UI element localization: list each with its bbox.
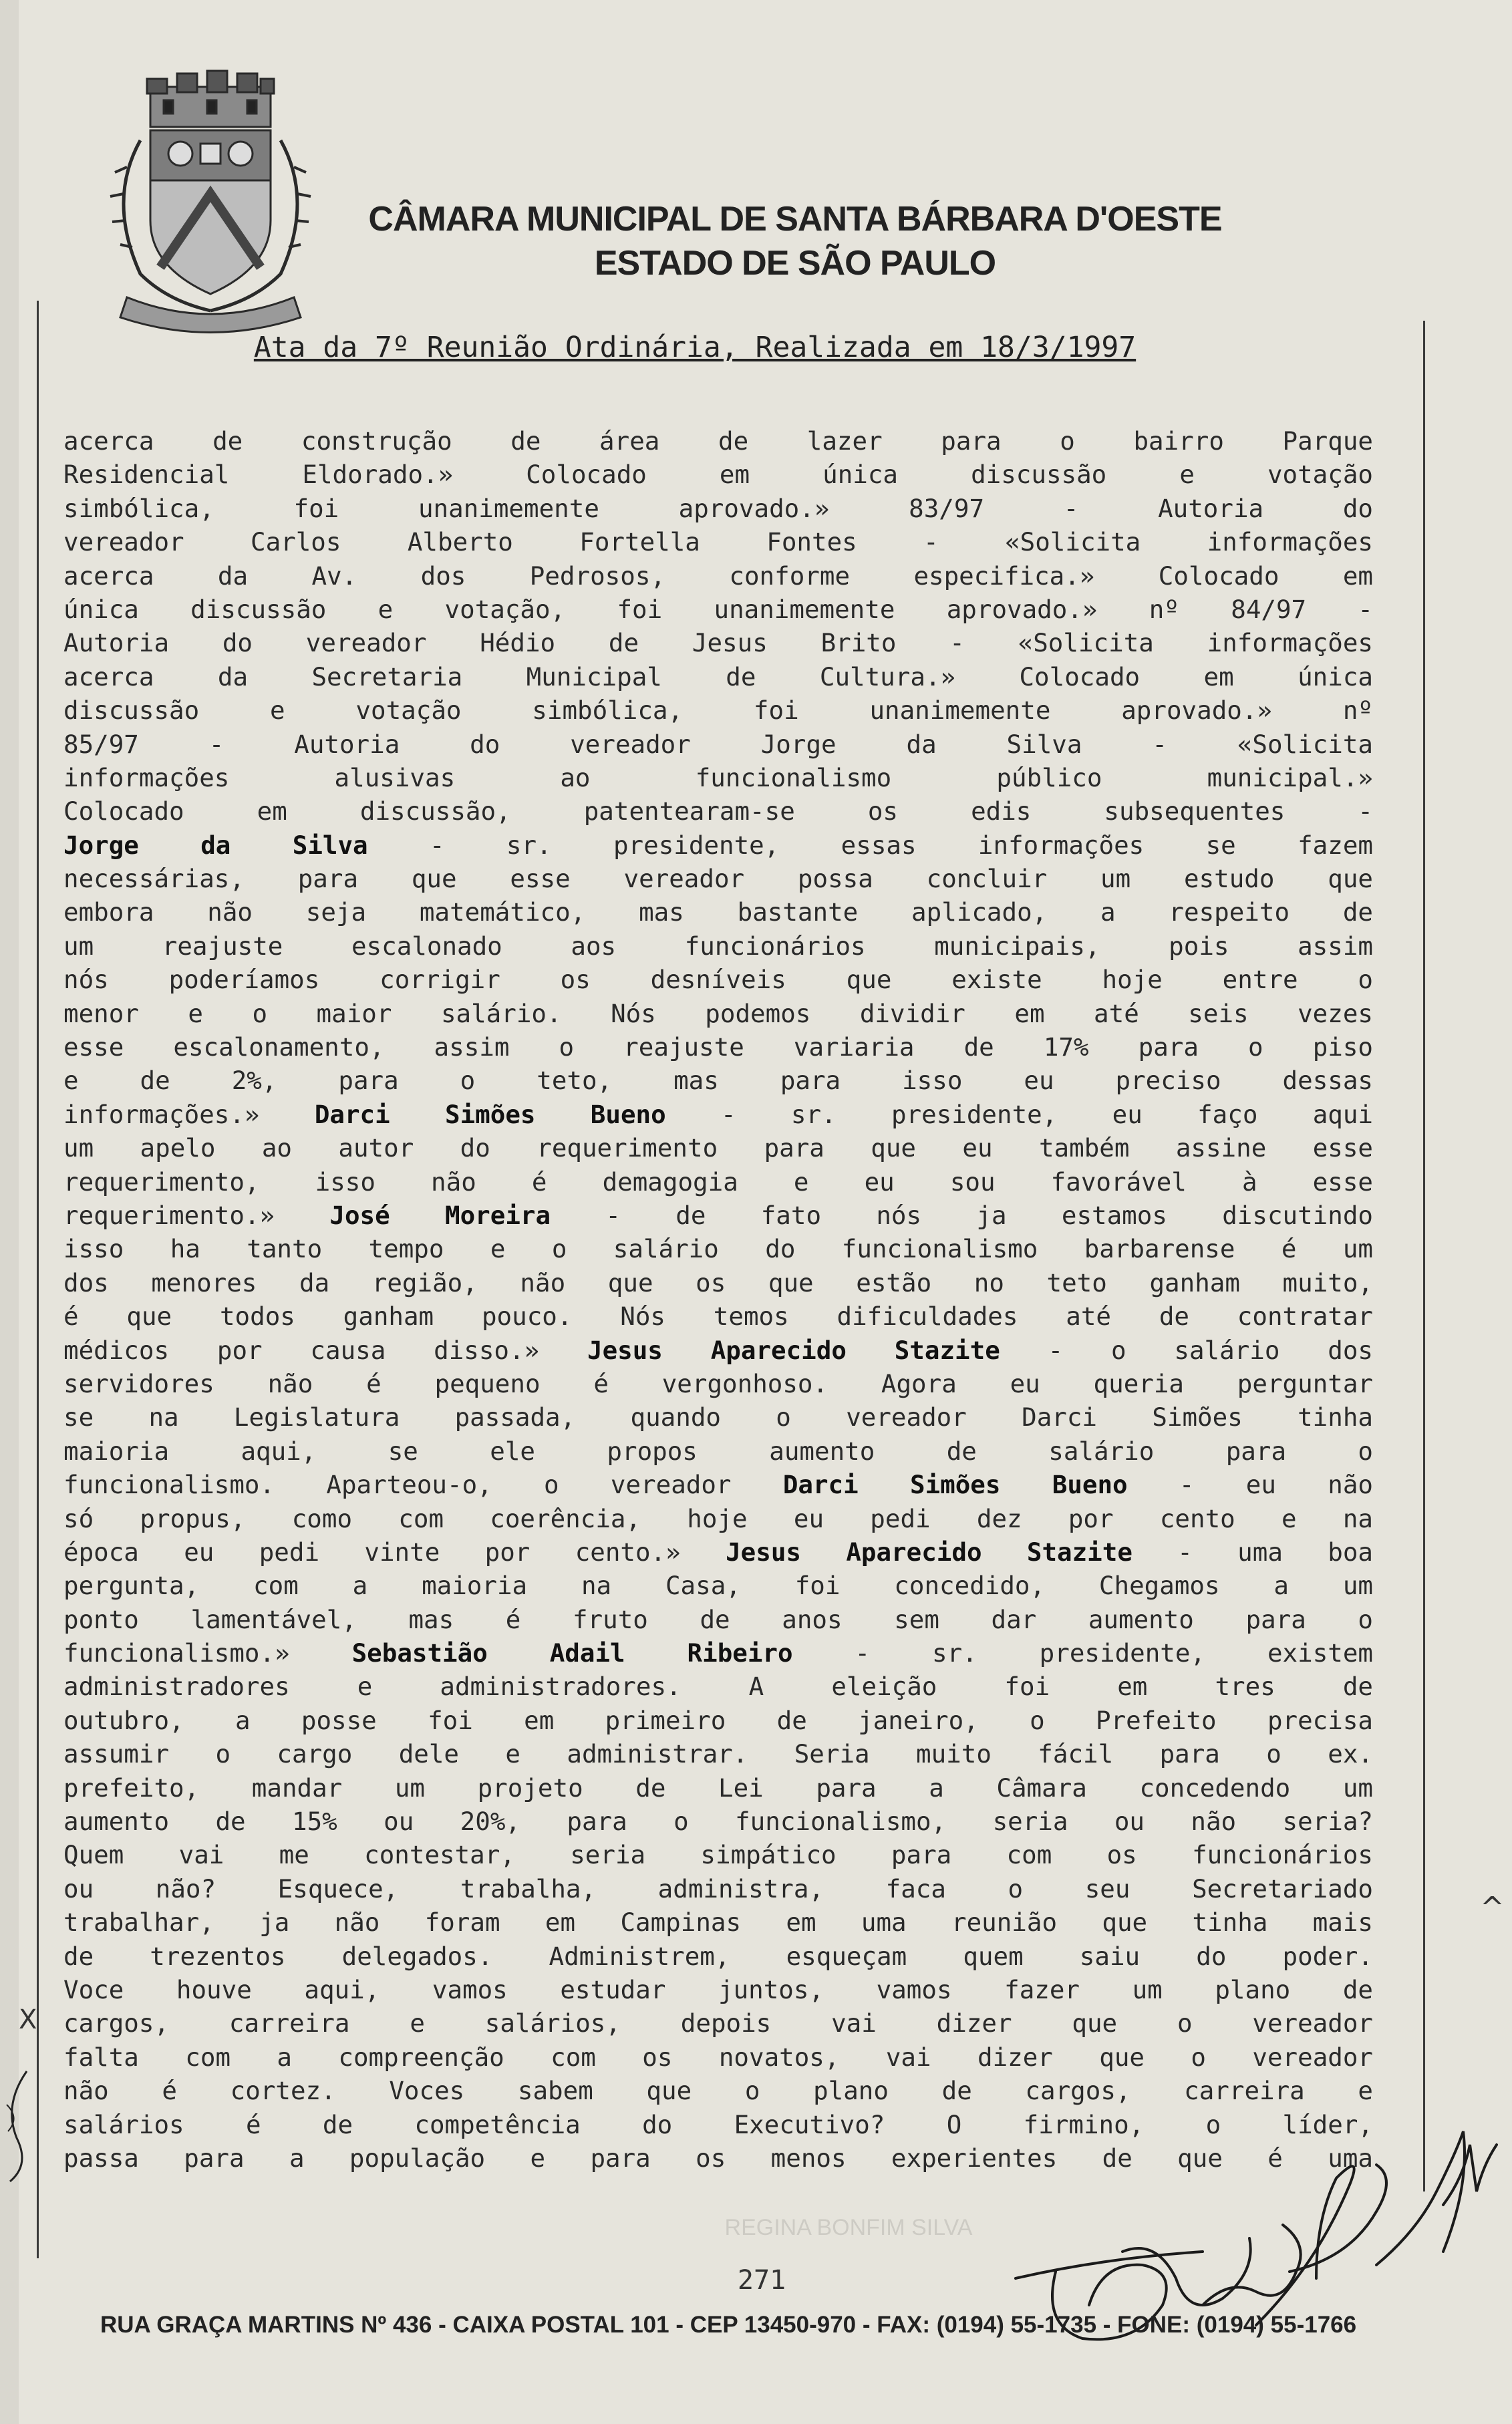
body-text-segment: 85/97 - Autoria do vereador Jorge da Silva - «Solicita [63, 729, 1373, 759]
body-text-segment: - de fato nós ja estamos discutindo [551, 1200, 1373, 1230]
body-text-segment: Residencial Eldorado.» Colocado em única discussão e votação [63, 460, 1373, 490]
body-text-segment: - sr. presidente, eu faço aqui [665, 1099, 1373, 1129]
stamp-seal [668, 2205, 1029, 2252]
body-line [63, 1569, 1373, 1602]
body-line [63, 1838, 1373, 1871]
speaker-name: Darci Simões Bueno [782, 1470, 1128, 1500]
body-text-segment: acerca da Secretaria Municipal de Cultura.» Colocado em única [63, 661, 1373, 692]
minutes-title: Ata da 7º Reunião Ordinária, Realizada em 18/3/1997 [253, 331, 1137, 364]
body-line [63, 1165, 1373, 1199]
body-line [63, 2074, 1373, 2107]
page-number: 271 [737, 2265, 786, 2296]
speaker-name: Sebastião Adail Ribeiro [351, 1638, 793, 1668]
body-text-segment: Voce houve aqui, vamos estudar juntos, vamos fazer um plano de [63, 1974, 1373, 2004]
body-text-segment: de trezentos delegados. Administrem, esqueçam quem saiu do poder. [63, 1941, 1373, 1971]
body-line [63, 694, 1373, 727]
body-line [63, 1434, 1373, 1468]
body-text-segment: - uma boa [1132, 1537, 1373, 1567]
body-text-segment: pergunta, com a maioria na Casa, foi concedido, Chegamos a um [63, 1571, 1373, 1601]
speaker-name: José Moreira [329, 1200, 551, 1230]
minutes-body [63, 424, 1373, 2175]
body-text-segment: - o salário dos [1000, 1335, 1373, 1365]
speaker-name: Darci Simões Bueno [314, 1099, 666, 1129]
body-line [63, 997, 1373, 1030]
body-text-segment: - eu não [1127, 1470, 1373, 1500]
body-line [63, 1805, 1373, 1838]
speaker-name: Jorge da Silva [63, 830, 368, 860]
body-text-segment: necessárias, para que esse vereador possa concluir um estudo que [63, 864, 1373, 894]
body-line [63, 1232, 1373, 1265]
body-text-segment: um reajuste escalonado aos funcionários municipais, pois assim [63, 931, 1373, 961]
body-line [63, 1300, 1373, 1333]
body-line [63, 424, 1373, 458]
body-text-segment: discussão e votação simbólica, foi unanimemente aprovado.» nº [63, 696, 1373, 726]
body-line [63, 929, 1373, 963]
body-text-segment: acerca de construção de área de lazer para o bairro Parque [63, 426, 1373, 456]
stamp-text: REGINA BONFIM SILVA [724, 2215, 973, 2240]
body-text-segment: ponto lamentável, mas é fruto de anos sem dar aumento para o [63, 1604, 1373, 1634]
body-line [63, 492, 1373, 525]
body-line [63, 1064, 1373, 1097]
body-line [63, 1030, 1373, 1064]
body-text-segment: acerca da Av. dos Pedrosos, conforme especifica.» Colocado em [63, 561, 1373, 591]
left-margin-scribble [0, 2065, 40, 2185]
body-text-segment: funcionalismo. Aparteou-o, o vereador [63, 1470, 783, 1500]
body-line [63, 1737, 1373, 1771]
body-text-segment: aumento de 15% ou 20%, para o funcionalismo, seria ou não seria? [63, 1807, 1373, 1837]
body-line [63, 1704, 1373, 1737]
body-text-segment: cargos, carreira e salários, depois vai dizer que o vereador [63, 2008, 1373, 2038]
body-text-segment: um apelo ao autor do requerimento para que eu também assine esse [63, 1133, 1373, 1163]
body-text-segment: servidores não é pequeno é vergonhoso. Agora eu queria perguntar [63, 1368, 1373, 1398]
body-text-segment: esse escalonamento, assim o reajuste variaria de 17% para o piso [63, 1032, 1373, 1062]
body-text-segment: - sr. presidente, essas informações se fazem [367, 830, 1373, 860]
body-text-segment: vereador Carlos Alberto Fortella Fontes - «Solicita informações [63, 527, 1373, 557]
header-line-1: CÂMARA MUNICIPAL DE SANTA BÁRBARA D'OESTE [368, 200, 1222, 239]
body-line [63, 1468, 1373, 1501]
body-text-segment: ou não? Esquece, trabalha, administra, faca o seu Secretariado [63, 1873, 1373, 1904]
body-line [63, 1131, 1373, 1165]
page-edge [0, 0, 19, 2424]
body-text-segment: se na Legislatura passada, quando o vereador Darci Simões tinha [63, 1402, 1373, 1432]
body-line [63, 2040, 1373, 2074]
right-margin-caret-mark: ^ [1480, 1891, 1505, 1925]
body-text-segment: médicos por causa disso.» [63, 1335, 587, 1365]
body-text-segment: requerimento.» [63, 1200, 330, 1230]
body-line [63, 1771, 1373, 1805]
body-line [63, 626, 1373, 659]
body-line [63, 1367, 1373, 1400]
right-margin-line [1423, 321, 1425, 2191]
body-text-segment: Quem vai me contestar, seria simpático para com os funcionários [63, 1840, 1373, 1870]
body-line [63, 1502, 1373, 1535]
body-line [63, 1098, 1373, 1131]
body-text-segment: embora não seja matemático, mas bastante aplicado, a respeito de [63, 897, 1373, 927]
body-line [63, 1266, 1373, 1300]
body-text-segment: é que todos ganham pouco. Nós temos dificuldades até de contratar [63, 1302, 1373, 1332]
municipal-crest-icon [100, 67, 321, 334]
body-line [63, 963, 1373, 996]
body-text-segment: menor e o maior salário. Nós podemos dividir em até seis vezes [63, 998, 1373, 1028]
body-line [63, 1199, 1373, 1232]
body-line [63, 559, 1373, 593]
body-text-segment: administradores e administradores. A eleição foi em tres de [63, 1672, 1373, 1702]
body-text-segment: - sr. presidente, existem [792, 1638, 1373, 1668]
body-line [63, 458, 1373, 491]
body-line [63, 593, 1373, 626]
body-text-segment: isso ha tanto tempo e o salário do funcionalismo barbarense é um [63, 1234, 1373, 1264]
left-margin-line [37, 301, 39, 2258]
body-text-segment: maioria aqui, se ele propos aumento de salário para o [63, 1436, 1373, 1466]
body-text-segment: Colocado em discussão, patentearam-se os edis subsequentes - [63, 796, 1373, 826]
body-text-segment: não é cortez. Voces sabem que o plano de cargos, carreira e [63, 2076, 1373, 2106]
body-line [63, 895, 1373, 929]
body-text-segment: assumir o cargo dele e administrar. Seria muito fácil para o ex. [63, 1739, 1373, 1769]
speaker-name: Jesus Aparecido Stazite [726, 1537, 1132, 1567]
body-line [63, 1872, 1373, 1906]
body-text-segment: informações alusivas ao funcionalismo público municipal.» [63, 762, 1373, 792]
body-text-segment: dos menores da região, não que os que estão no teto ganham muito, [63, 1267, 1373, 1298]
speaker-name: Jesus Aparecido Stazite [587, 1335, 1000, 1365]
body-line [63, 1940, 1373, 1973]
body-line [63, 794, 1373, 828]
body-line [63, 1535, 1373, 1569]
body-text-segment: só propus, como com coerência, hoje eu pedi dez por cento e na [63, 1503, 1373, 1533]
body-line [63, 1670, 1373, 1703]
body-line [63, 828, 1373, 862]
body-line [63, 2006, 1373, 2040]
body-line [63, 1334, 1373, 1367]
body-line [63, 1973, 1373, 2006]
body-line [63, 862, 1373, 895]
body-text-segment: prefeito, mandar um projeto de Lei para a Câmara concedendo um [63, 1773, 1373, 1803]
header-line-2: ESTADO DE SÃO PAULO [594, 244, 996, 283]
body-text-segment: época eu pedi vinte por cento.» [63, 1537, 726, 1567]
left-margin-x-mark: X [19, 2004, 37, 2035]
body-text-segment: informações.» [63, 1099, 315, 1129]
footer-address: RUA GRAÇA MARTINS Nº 436 - CAIXA POSTAL 101 - CEP 13450-970 - FAX: (0194) 55-1735 - FONE: (0194) 55-1766 [100, 2312, 1357, 2338]
body-text-segment: salários é de competência do Executivo? O firmino, o líder, [63, 2109, 1373, 2139]
body-text-segment: simbólica, foi unanimemente aprovado.» 83/97 - Autoria do [63, 493, 1373, 523]
body-text-segment: trabalhar, ja não foram em Campinas em uma reunião que tinha mais [63, 1908, 1373, 1938]
body-text-segment: falta com a compreenção com os novatos, vai dizer que o vereador [63, 2042, 1373, 2072]
body-text-segment: Autoria do vereador Hédio de Jesus Brito - «Solicita informações [63, 628, 1373, 658]
body-text-segment: requerimento, isso não é demagogia e eu sou favorável à esse [63, 1167, 1373, 1197]
body-line [63, 728, 1373, 761]
institution-header [321, 197, 1269, 285]
body-line [63, 660, 1373, 694]
body-line [63, 1906, 1373, 1939]
body-text-segment: e de 2%, para o teto, mas para isso eu preciso dessas [63, 1066, 1373, 1096]
body-line [63, 1400, 1373, 1434]
body-line [63, 1603, 1373, 1636]
body-text-segment: passa para a população e para os menos experientes de que é uma [63, 2143, 1373, 2173]
body-text-segment: outubro, a posse foi em primeiro de janeiro, o Prefeito precisa [63, 1705, 1373, 1735]
body-line [63, 761, 1373, 794]
body-text-segment: nós poderíamos corrigir os desníveis que existe hoje entre o [63, 965, 1373, 995]
body-text-segment: funcionalismo.» [63, 1638, 352, 1668]
body-line [63, 1636, 1373, 1670]
body-text-segment: única discussão e votação, foi unanimemente aprovado.» nº 84/97 - [63, 594, 1373, 624]
body-line [63, 525, 1373, 559]
